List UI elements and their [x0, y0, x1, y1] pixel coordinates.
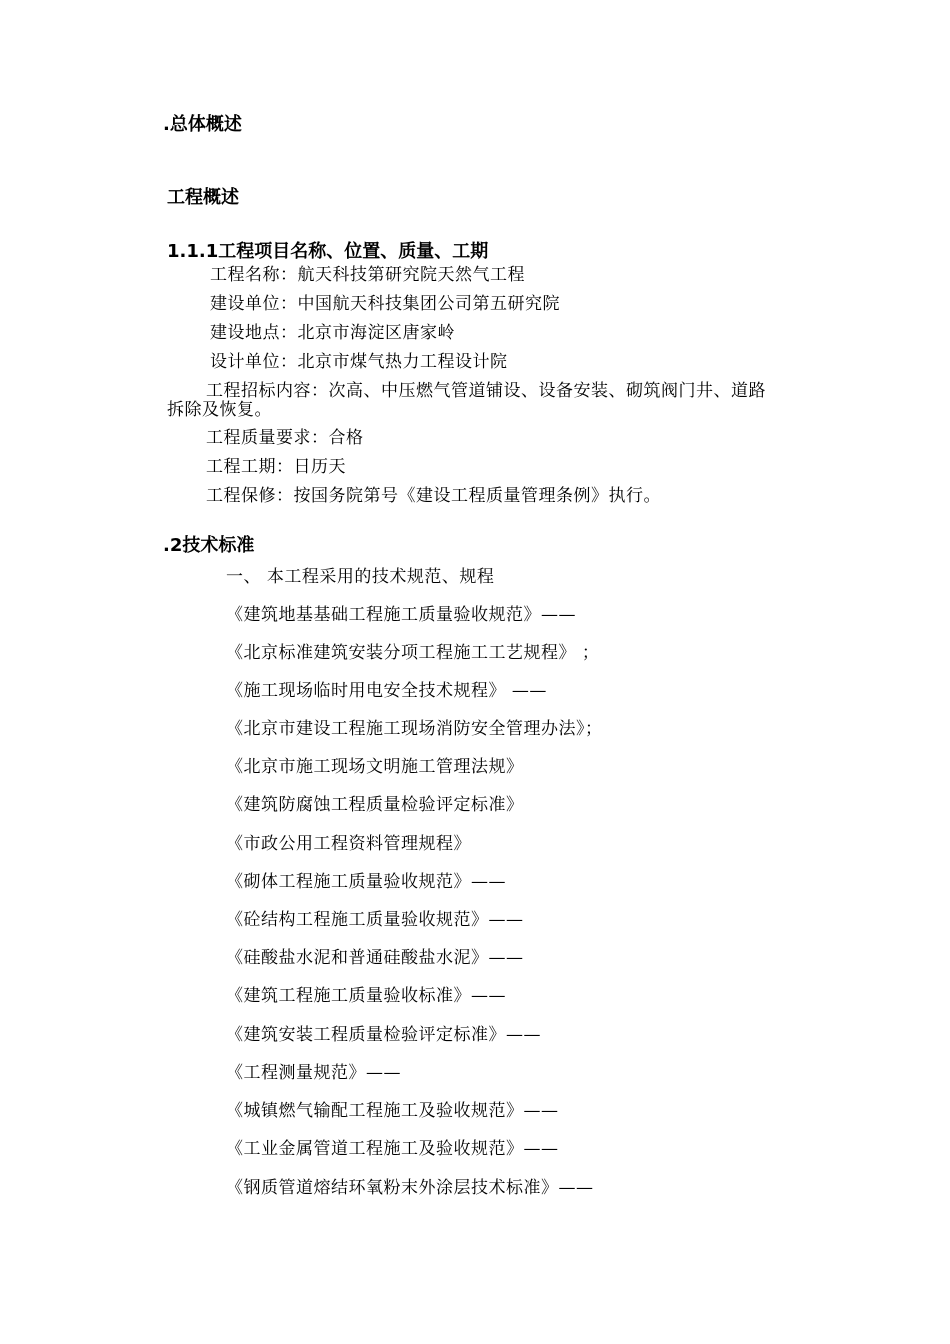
- standard-item: 《北京市施工现场文明施工管理法规》: [226, 757, 524, 777]
- info-project-name: 工程名称：航天科技第研究院天然气工程: [210, 265, 525, 285]
- standard-item: 《城镇燃气输配工程施工及验收规范》——: [226, 1101, 559, 1121]
- info-construction-unit: 建设单位：中国航天科技集团公司第五研究院: [210, 294, 560, 314]
- quality-requirement: 工程质量要求：合格: [206, 428, 364, 448]
- standard-item: 《北京市建设工程施工现场消防安全管理办法》；: [226, 719, 603, 739]
- standard-item: 《硅酸盐水泥和普通硅酸盐水泥》——: [226, 948, 524, 968]
- standard-item: 《钢质管道熔结环氧粉末外涂层技术标准》——: [226, 1178, 594, 1198]
- standard-item: 《建筑工程施工质量验收标准》——: [226, 986, 506, 1006]
- bid-content-line-1: 工程招标内容：次高、中压燃气管道铺设、设备安装、砌筑阀门井、道路: [206, 381, 766, 401]
- info-design-unit: 设计单位：北京市煤气热力工程设计院: [210, 352, 508, 372]
- heading-project-overview: 工程概述: [167, 187, 239, 208]
- standard-item: 《工程测量规范》——: [226, 1063, 401, 1083]
- heading-overview: .总体概述: [163, 114, 242, 135]
- standards-subheading: 一、 本工程采用的技术规范、规程: [226, 567, 495, 587]
- heading-section-1-1-1: 1.1.1工程项目名称、位置、质量、工期: [167, 241, 489, 262]
- standard-item: 《建筑防腐蚀工程质量检验评定标准》: [226, 795, 524, 815]
- info-construction-site: 建设地点：北京市海淀区唐家岭: [210, 323, 455, 343]
- standard-item: 《工业金属管道工程施工及验收规范》——: [226, 1139, 559, 1159]
- bid-content-line-2: 拆除及恢复。: [167, 400, 272, 420]
- standard-item: 《建筑地基基础工程施工质量验收规范》——: [226, 605, 576, 625]
- standard-item: 《施工现场临时用电安全技术规程》 ——: [226, 681, 547, 701]
- standard-item: 《市政公用工程资料管理规程》: [226, 834, 471, 854]
- construction-period: 工程工期：日历天: [206, 457, 346, 477]
- heading-technical-standards: .2技术标准: [163, 535, 255, 556]
- standard-item: 《建筑安装工程质量检验评定标准》——: [226, 1025, 541, 1045]
- warranty: 工程保修：按国务院第号《建设工程质量管理条例》执行。: [206, 486, 661, 506]
- standard-item: 《砌体工程施工质量验收规范》——: [226, 872, 506, 892]
- standard-item: 《砼结构工程施工质量验收规范》——: [226, 910, 524, 930]
- standard-item: 《北京标准建筑安装分项工程施工工艺规程》 ；: [226, 643, 600, 663]
